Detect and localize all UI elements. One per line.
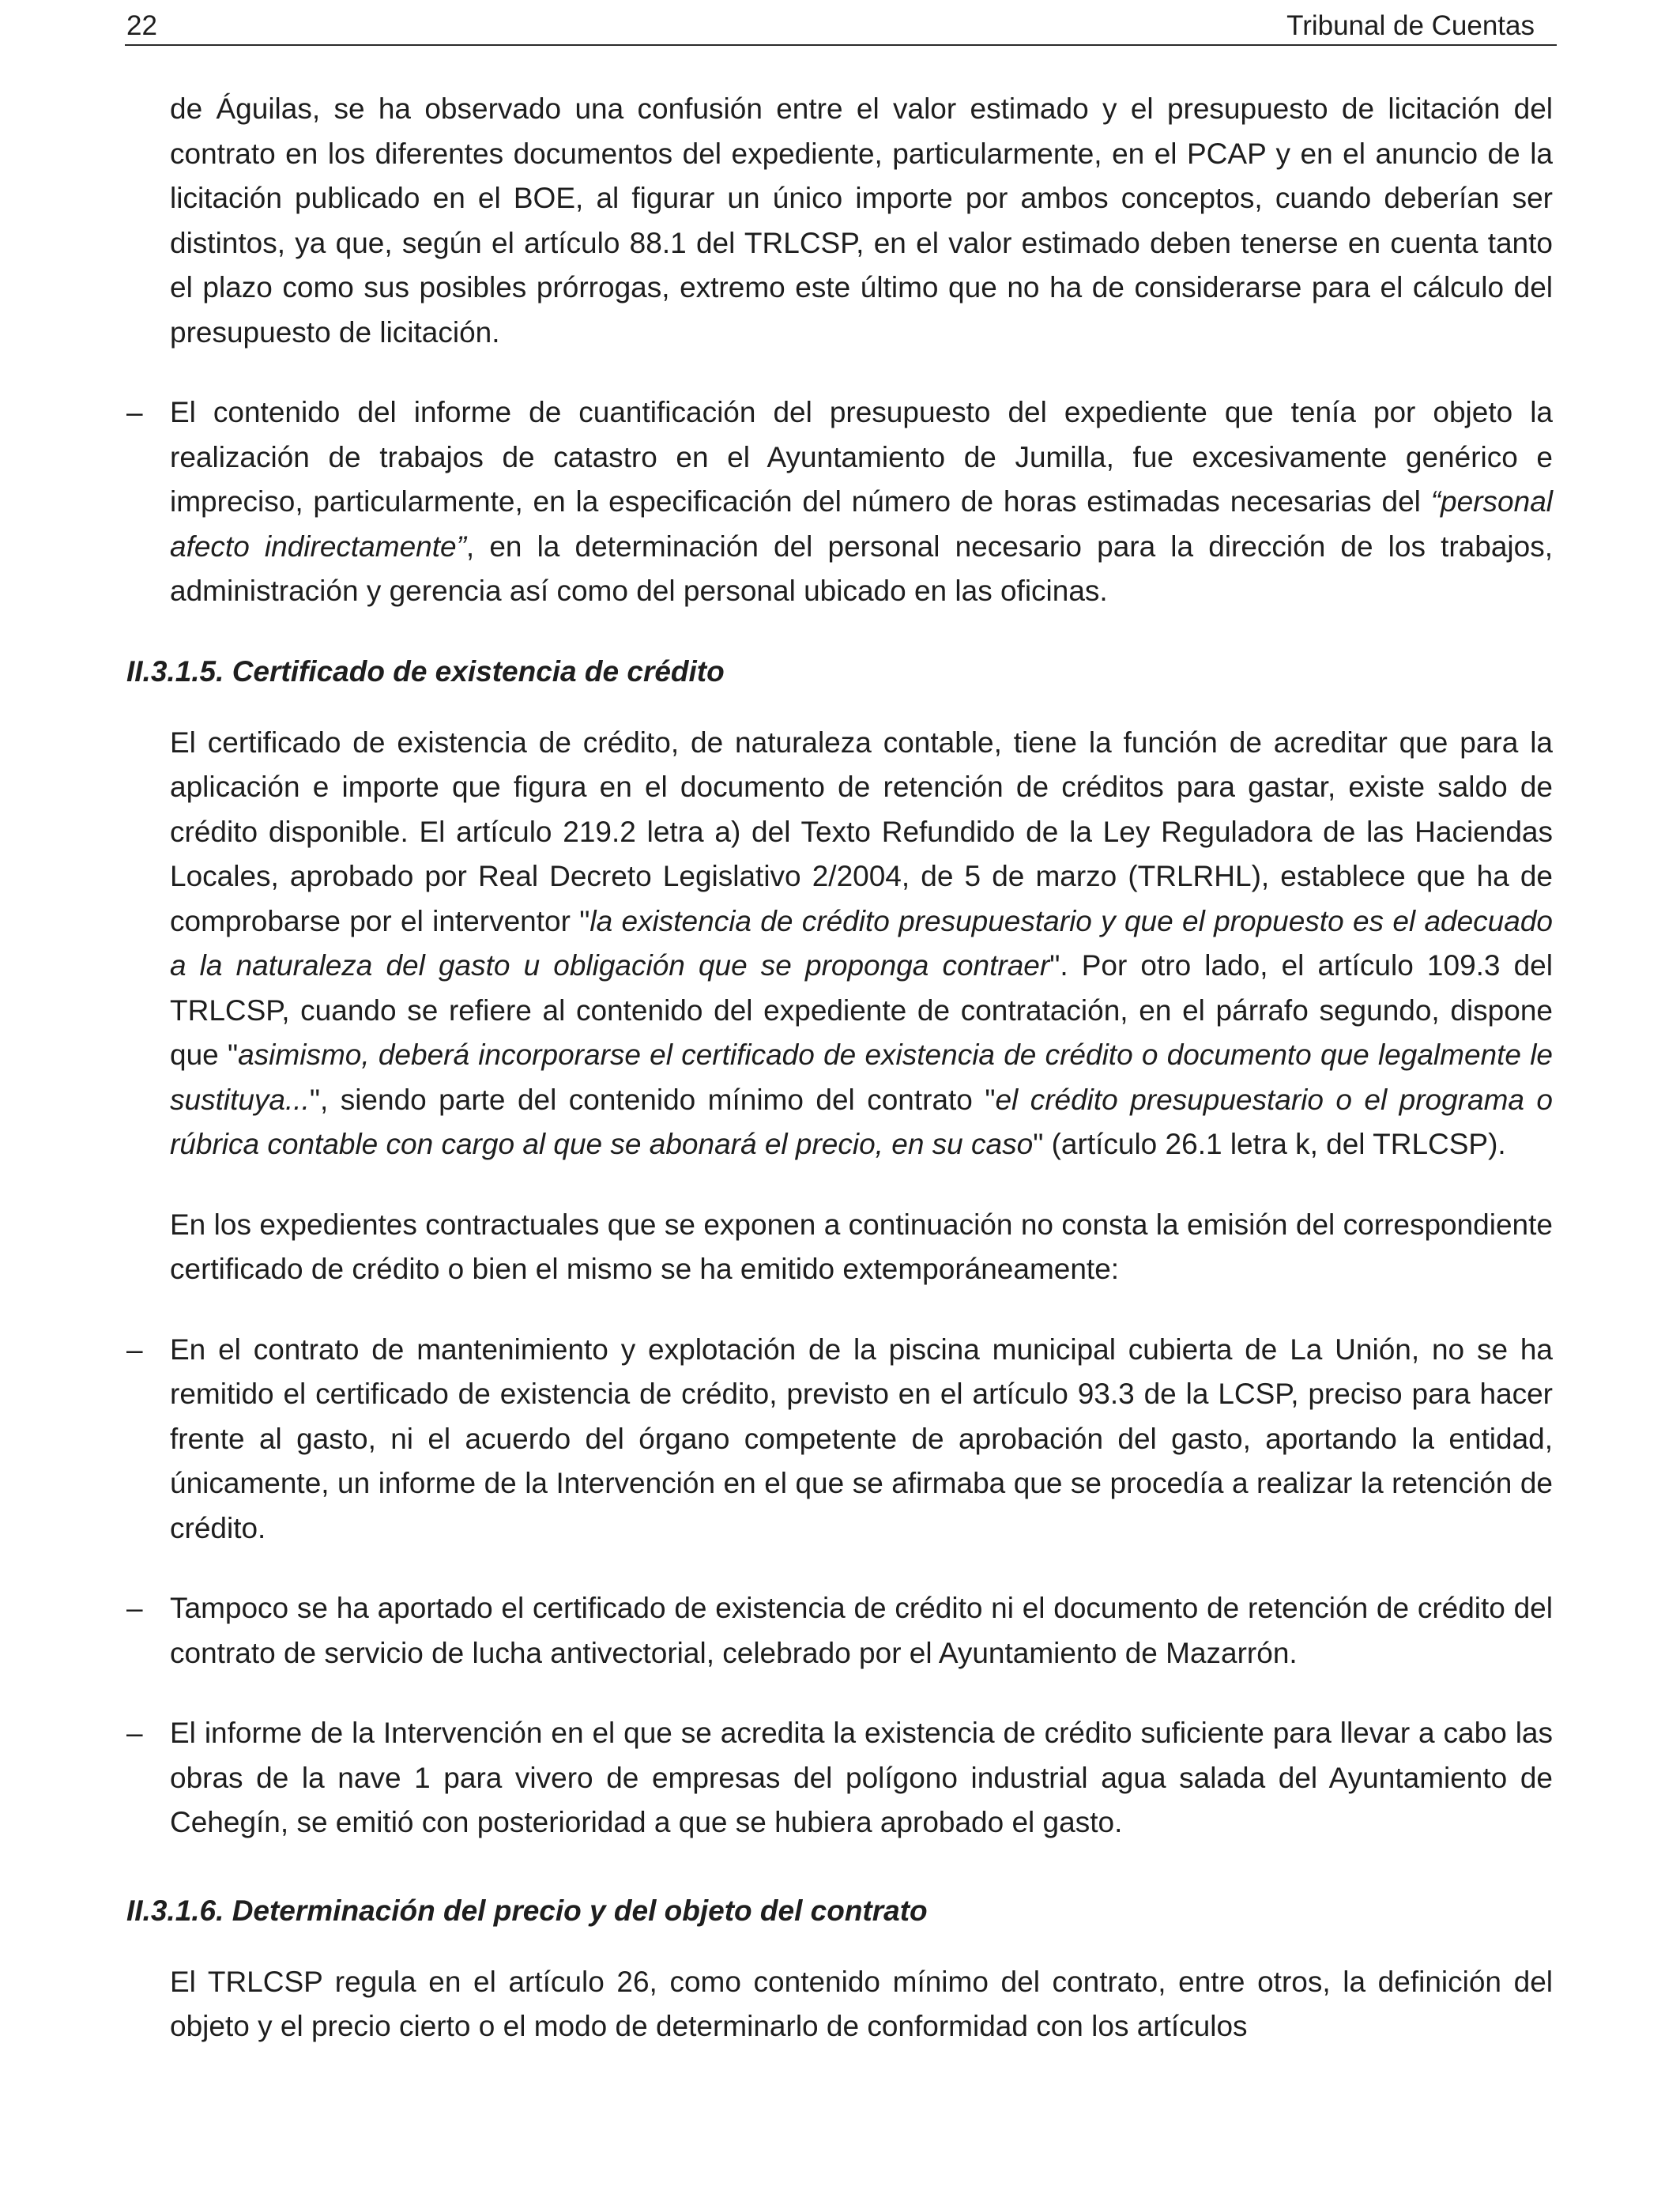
running-header-title: Tribunal de Cuentas [1286,10,1535,41]
paragraph-intro-list [170,1203,1553,1292]
paragraph-text-g: " (artículo 26.1 letra k, del TRLCSP). [1033,1128,1506,1160]
paragraph-continuation [170,87,1553,355]
dash-bullet: – [126,1717,143,1749]
paragraph-text-e: ", siendo parte del contenido mínimo del contrato " [309,1083,996,1116]
page-number: 22 [126,10,157,41]
bullet-item-jumilla [126,390,1553,614]
section-heading-price-object: II.3.1.6. Determinación del precio y del objeto del contrato [126,1894,928,1927]
bullet-text-c: , en la determinación del personal necesario para la dirección de los trabajos, administración y gerencia así como del personal ubicado en las oficinas. [170,530,1553,607]
section-heading-credit-certificate: II.3.1.5. Certificado de existencia de crédito [126,654,725,688]
paragraph-text: de Águilas, se ha observado una confusión entre el valor estimado y el presupuesto de licitación del contrato en los diferentes documentos del expediente, particularmente, en el PCAP y en el anuncio de la licitación publicado en el BOE, al figurar un único importe por ambos conceptos, cuando deberían ser distintos, ya que, según el artículo 88.1 del TRLCSP, en el valor estimado deben tenerse en cuenta tanto el plazo como sus posibles prórrogas, extremo este último que no ha de considerarse para el cálculo del presupuesto de licitación. [170,92,1553,349]
bullet-text-quote: “personal afecto indirectamente” [170,485,1553,563]
quote-trlcsp-109: asimismo, deberá incorporarse el certificado de existencia de crédito o documento que legalmente le sustituya... [170,1039,1553,1116]
bullet-item-mazarron [126,1586,1553,1676]
bullet-text: Tampoco se ha aportado el certificado de existencia de crédito ni el documento de retención de crédito del contrato de servicio de lucha antivectorial, celebrado por el Ayuntamiento de Mazarrón. [170,1592,1553,1669]
quote-trlcsp-26: el crédito presupuestario o el programa o rúbrica contable con cargo al que se abonará el precio, en su caso [170,1083,1553,1160]
bullet-text: El informe de la Intervención en el que se acredita la existencia de crédito suficiente para llevar a cabo las obras de la nave 1 para vivero de empresas del polígono industrial agua salada del Ayuntamiento de Cehegín, se emitió con posterioridad a que se hubiera aprobado el gasto. [170,1717,1553,1838]
paragraph-text-c: ". Por otro lado, el artículo 109.3 del TRLCSP, cuando se refiere al contenido del expediente de contratación, en el párrafo segundo, dispone que " [170,949,1553,1071]
bullet-text: En el contrato de mantenimiento y explotación de la piscina municipal cubierta de La Unión, no se ha remitido el certificado de existencia de crédito, previsto en el artículo 93.3 de la LCSP, preciso para hacer frente al gasto, ni el acuerdo del órgano competente de aprobación del gasto, aportando la entidad, únicamente, un informe de la Intervención en el que se afirmaba que se procedía a realizar la retención de crédito. [170,1333,1553,1544]
dash-bullet: – [126,396,143,428]
paragraph-credit-certificate [170,721,1553,1167]
bullet-item-cehegin [126,1711,1553,1845]
paragraph-text: En los expedientes contractuales que se exponen a continuación no consta la emisión del correspondiente certificado de crédito o bien el mismo se ha emitido extemporáneamente: [170,1208,1553,1285]
quote-trlrhl: la existencia de crédito presupuestario y que el propuesto es el adecuado a la naturaleza del gasto u obligación que se proponga contraer [170,904,1553,982]
bullet-item-la-union [126,1328,1553,1551]
dash-bullet: – [126,1333,143,1366]
dash-bullet: – [126,1592,143,1624]
paragraph-trlcsp-26 [170,1960,1553,2049]
bullet-text-a: El contenido del informe de cuantificación del presupuesto del expediente que tenía por objeto la realización de trabajos de catastro en el Ayuntamiento de Jumilla, fue excesivamente genérico e impreciso, particularmente, en la especificación del número de horas estimadas necesarias del [170,396,1553,518]
paragraph-text: El TRLCSP regula en el artículo 26, como contenido mínimo del contrato, entre otros, la definición del objeto y el precio cierto o el modo de determinarlo de conformidad con los artículos [170,1965,1553,2042]
document-body [0,87,1680,2049]
page-header [125,8,1557,46]
paragraph-text-a: El certificado de existencia de crédito, de naturaleza contable, tiene la función de acreditar que para la aplicación e importe que figura en el documento de retención de créditos para gastar, existe saldo de crédito disponible. El artículo 219.2 letra a) del Texto Refundido de la Ley Reguladora de las Haciendas Locales, aprobado por Real Decreto Legislativo 2/2004, de 5 de marzo (TRLRHL), establece que ha de comprobarse por el interventor " [170,726,1553,937]
